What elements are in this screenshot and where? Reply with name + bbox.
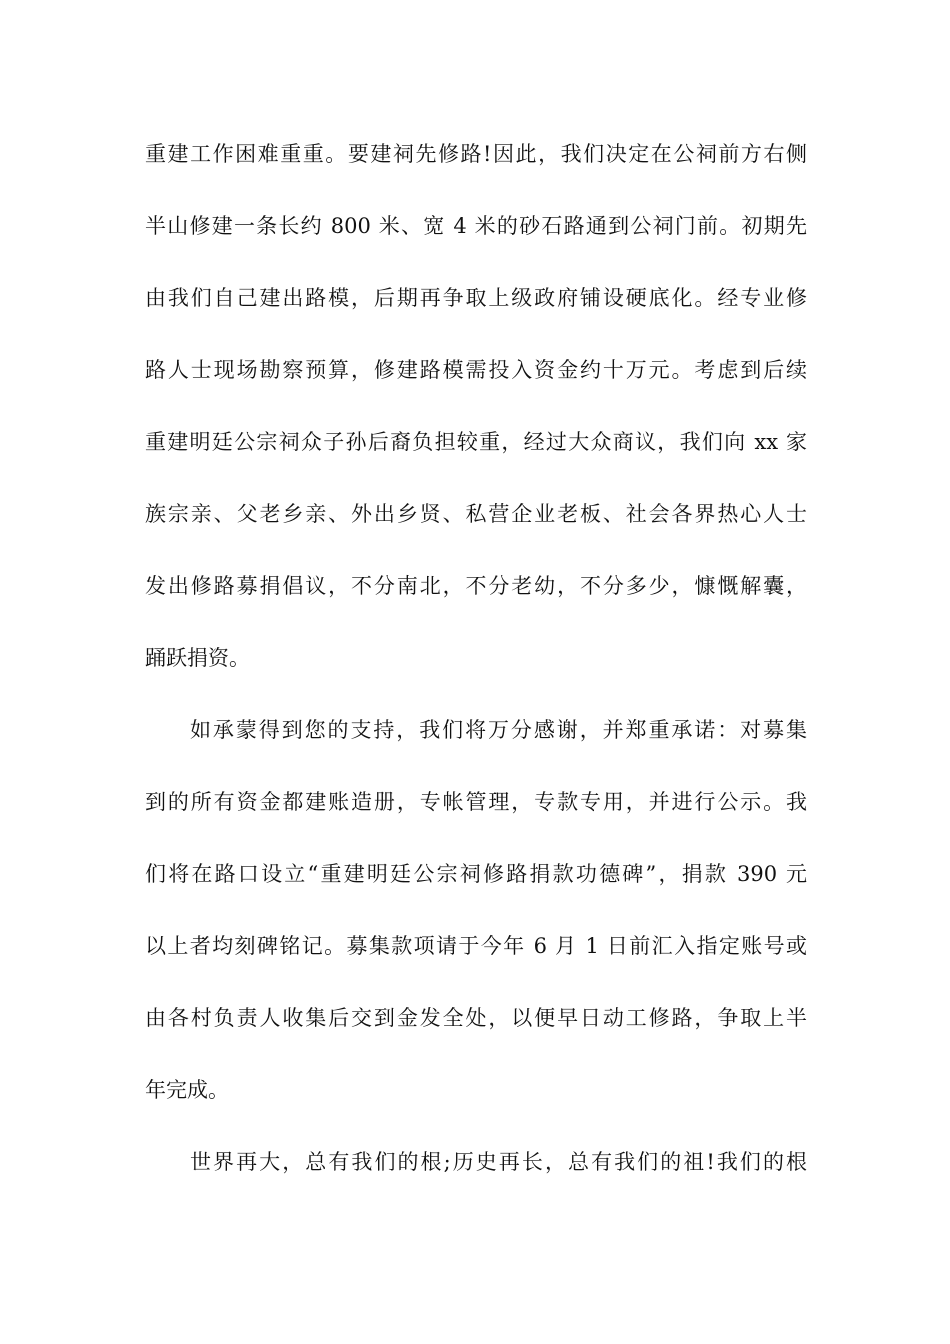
paragraph-line: 路人士现场勘察预算，修建路模需投入资金约十万元。考虑到后续: [145, 358, 807, 382]
paragraph-line: 以上者均刻碑铭记。募集款项请于今年 6 月 1 日前汇入指定账号或: [145, 934, 807, 958]
paragraph-line: 们将在路口设立“重建明廷公宗祠修路捐款功德碑”，捐款 390 元: [145, 862, 807, 886]
paragraph-line: 半山修建一条长约 800 米、宽 4 米的砂石路通到公祠门前。初期先: [145, 214, 807, 238]
paragraph-line: 族宗亲、父老乡亲、外出乡贤、私营企业老板、社会各界热心人士: [145, 502, 807, 526]
paragraph-line: 重建明廷公宗祠众子孙后裔负担较重，经过大众商议，我们向 xx 家: [145, 430, 807, 454]
paragraph-line: 踊跃捐资。: [145, 646, 250, 670]
paragraph-line: 由我们自己建出路模，后期再争取上级政府铺设硬底化。经专业修: [145, 286, 807, 310]
paragraph-line: 到的所有资金都建账造册，专帐管理，专款专用，并进行公示。我: [145, 790, 807, 814]
paragraph-line: 年完成。: [145, 1078, 229, 1102]
paragraph-line: 世界再大，总有我们的根;历史再长，总有我们的祖!我们的根: [190, 1150, 807, 1174]
paragraph-line: 发出修路募捐倡议，不分南北，不分老幼，不分多少，慷慨解囊，: [145, 574, 807, 598]
paragraph-line: 重建工作困难重重。要建祠先修路!因此，我们决定在公祠前方右侧: [145, 142, 807, 166]
paragraph-line: 由各村负责人收集后交到金发全处，以便早日动工修路，争取上半: [145, 1006, 807, 1030]
paragraph-line: 如承蒙得到您的支持，我们将万分感谢，并郑重承诺：对募集: [190, 718, 807, 742]
